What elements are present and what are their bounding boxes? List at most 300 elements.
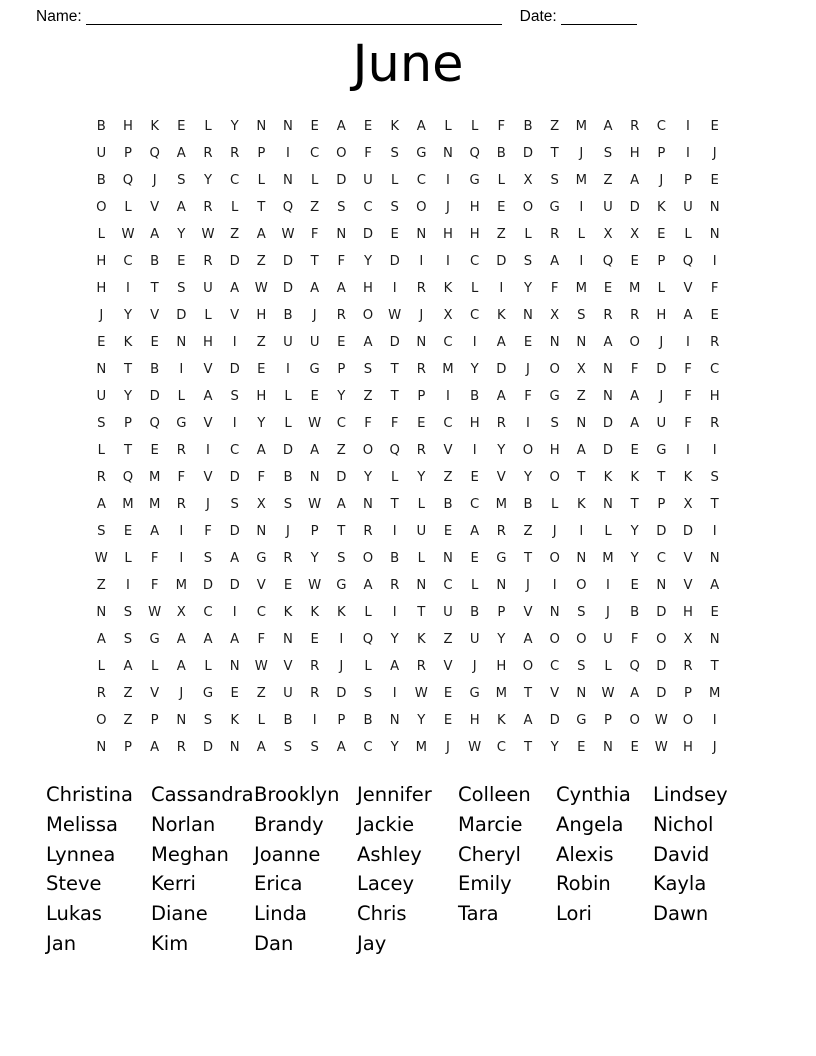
grid-cell[interactable]: A: [230, 551, 240, 566]
grid-cell[interactable]: I: [526, 416, 530, 431]
grid-cell[interactable]: D: [229, 254, 240, 269]
grid-cell[interactable]: W: [201, 227, 215, 242]
grid-cell[interactable]: I: [179, 362, 184, 377]
grid-cell[interactable]: E: [310, 632, 319, 647]
grid-cell[interactable]: X: [176, 605, 186, 620]
grid-cell[interactable]: S: [337, 200, 346, 215]
grid-cell[interactable]: O: [549, 362, 560, 377]
grid-cell[interactable]: A: [96, 497, 106, 512]
grid-cell[interactable]: R: [336, 308, 346, 323]
grid-cell[interactable]: K: [496, 308, 506, 323]
grid-cell[interactable]: M: [442, 362, 454, 377]
grid-cell[interactable]: V: [150, 686, 160, 701]
grid-cell[interactable]: I: [712, 524, 717, 539]
grid-cell[interactable]: H: [256, 389, 267, 404]
grid-cell[interactable]: N: [603, 362, 613, 377]
grid-cell[interactable]: D: [549, 713, 560, 728]
grid-cell[interactable]: C: [230, 443, 240, 458]
grid-cell[interactable]: L: [177, 389, 185, 404]
grid-cell[interactable]: S: [577, 659, 586, 674]
grid-cell[interactable]: L: [577, 227, 585, 242]
grid-cell[interactable]: Y: [470, 362, 479, 377]
grid-cell[interactable]: O: [549, 470, 560, 485]
grid-cell[interactable]: A: [150, 740, 160, 755]
grid-cell[interactable]: W: [388, 308, 402, 323]
grid-cell[interactable]: Z: [443, 470, 453, 485]
grid-cell[interactable]: Y: [630, 524, 639, 539]
name-write-in-line[interactable]: [86, 10, 502, 25]
grid-cell[interactable]: Z: [123, 713, 133, 728]
grid-cell[interactable]: I: [552, 578, 557, 593]
grid-cell[interactable]: U: [363, 173, 373, 188]
grid-cell[interactable]: U: [96, 146, 107, 161]
grid-cell[interactable]: G: [336, 578, 347, 593]
grid-cell[interactable]: B: [283, 713, 293, 728]
grid-cell[interactable]: L: [364, 659, 372, 674]
grid-cell[interactable]: N: [96, 605, 107, 620]
grid-cell[interactable]: T: [390, 389, 399, 404]
grid-cell[interactable]: K: [123, 335, 133, 350]
grid-cell[interactable]: O: [362, 443, 374, 458]
grid-cell[interactable]: V: [523, 605, 533, 620]
grid-cell[interactable]: D: [496, 362, 507, 377]
grid-cell[interactable]: F: [310, 227, 319, 242]
grid-cell[interactable]: L: [524, 227, 532, 242]
grid-cell[interactable]: L: [417, 551, 425, 566]
grid-cell[interactable]: X: [550, 308, 560, 323]
grid-cell[interactable]: M: [495, 686, 508, 701]
grid-cell[interactable]: H: [469, 713, 480, 728]
grid-cell[interactable]: D: [602, 416, 614, 431]
grid-cell[interactable]: R: [176, 740, 186, 755]
grid-cell[interactable]: A: [203, 632, 213, 647]
grid-cell[interactable]: T: [123, 443, 133, 458]
grid-cell[interactable]: C: [230, 173, 240, 188]
word-list-item[interactable]: Nichol: [653, 812, 714, 836]
grid-cell[interactable]: T: [390, 497, 399, 512]
grid-cell[interactable]: R: [550, 227, 560, 242]
word-list-item[interactable]: Alexis: [556, 842, 614, 866]
grid-cell[interactable]: R: [416, 659, 426, 674]
grid-cell[interactable]: S: [577, 605, 586, 620]
grid-cell[interactable]: W: [601, 686, 615, 701]
grid-cell[interactable]: R: [283, 551, 293, 566]
grid-cell[interactable]: L: [204, 659, 212, 674]
grid-cell[interactable]: D: [149, 389, 160, 404]
grid-cell[interactable]: P: [497, 605, 506, 620]
grid-cell[interactable]: S: [177, 173, 186, 188]
grid-cell[interactable]: N: [229, 659, 240, 674]
grid-cell[interactable]: P: [657, 497, 666, 512]
grid-cell[interactable]: Z: [230, 227, 240, 242]
grid-cell[interactable]: H: [443, 227, 453, 242]
grid-cell[interactable]: A: [256, 443, 266, 458]
grid-cell[interactable]: C: [256, 605, 266, 620]
grid-cell[interactable]: L: [550, 497, 559, 512]
grid-cell[interactable]: Z: [363, 389, 373, 404]
grid-cell[interactable]: L: [444, 119, 452, 134]
grid-cell[interactable]: A: [336, 281, 346, 296]
grid-cell[interactable]: E: [417, 416, 426, 431]
grid-cell[interactable]: E: [150, 335, 159, 350]
grid-cell[interactable]: U: [469, 632, 480, 647]
grid-cell[interactable]: A: [496, 389, 506, 404]
grid-cell[interactable]: B: [443, 497, 453, 512]
grid-cell[interactable]: N: [256, 119, 267, 134]
grid-cell[interactable]: R: [96, 470, 106, 485]
grid-cell[interactable]: U: [416, 524, 427, 539]
grid-cell[interactable]: S: [97, 416, 106, 431]
grid-cell[interactable]: T: [550, 146, 559, 161]
grid-cell[interactable]: D: [336, 173, 347, 188]
grid-cell[interactable]: U: [443, 605, 453, 620]
grid-cell[interactable]: M: [175, 578, 188, 593]
word-list-item[interactable]: Dan: [254, 931, 294, 955]
grid-cell[interactable]: S: [230, 389, 239, 404]
grid-cell[interactable]: F: [497, 119, 506, 134]
grid-cell[interactable]: A: [176, 200, 186, 215]
grid-cell[interactable]: T: [577, 470, 586, 485]
grid-cell[interactable]: N: [283, 173, 293, 188]
grid-cell[interactable]: M: [602, 551, 614, 566]
grid-cell[interactable]: F: [257, 470, 266, 485]
grid-cell[interactable]: T: [310, 254, 319, 269]
grid-cell[interactable]: D: [656, 362, 667, 377]
grid-cell[interactable]: X: [576, 362, 586, 377]
grid-cell[interactable]: Q: [629, 659, 640, 674]
grid-cell[interactable]: T: [150, 281, 159, 296]
grid-cell[interactable]: D: [522, 146, 534, 161]
word-list-item[interactable]: Meghan: [151, 842, 229, 866]
grid-cell[interactable]: F: [364, 416, 372, 431]
grid-cell[interactable]: G: [149, 632, 160, 647]
grid-cell[interactable]: F: [364, 146, 372, 161]
grid-cell[interactable]: F: [337, 254, 346, 269]
grid-cell[interactable]: G: [656, 443, 667, 458]
grid-cell[interactable]: H: [123, 119, 133, 134]
grid-cell[interactable]: L: [390, 470, 399, 485]
grid-cell[interactable]: F: [257, 632, 266, 647]
grid-cell[interactable]: T: [123, 362, 133, 377]
grid-cell[interactable]: O: [656, 632, 667, 647]
grid-cell[interactable]: V: [150, 308, 160, 323]
grid-cell[interactable]: C: [363, 200, 373, 215]
grid-cell[interactable]: D: [629, 200, 640, 215]
grid-cell[interactable]: M: [415, 740, 428, 755]
grid-cell[interactable]: I: [179, 524, 184, 539]
grid-cell[interactable]: K: [310, 605, 319, 620]
grid-cell[interactable]: A: [336, 119, 346, 134]
grid-cell[interactable]: P: [310, 524, 319, 539]
grid-cell[interactable]: N: [176, 335, 187, 350]
grid-cell[interactable]: Y: [417, 470, 426, 485]
grid-cell[interactable]: T: [523, 551, 533, 566]
grid-cell[interactable]: A: [256, 740, 266, 755]
grid-cell[interactable]: L: [257, 173, 265, 188]
grid-cell[interactable]: C: [470, 254, 480, 269]
grid-cell[interactable]: T: [630, 497, 639, 512]
grid-cell[interactable]: L: [390, 173, 399, 188]
grid-cell[interactable]: B: [96, 119, 106, 134]
grid-cell[interactable]: D: [282, 443, 294, 458]
grid-cell[interactable]: F: [150, 551, 159, 566]
grid-cell[interactable]: E: [390, 227, 399, 242]
word-list-item[interactable]: Diane: [151, 902, 208, 926]
grid-cell[interactable]: I: [712, 443, 717, 458]
grid-cell[interactable]: P: [337, 362, 346, 377]
word-list-item[interactable]: Jay: [357, 931, 387, 955]
grid-cell[interactable]: S: [123, 605, 133, 620]
word-list-item[interactable]: Lynnea: [46, 842, 116, 866]
grid-cell[interactable]: I: [286, 146, 290, 161]
grid-cell[interactable]: U: [683, 200, 693, 215]
grid-cell[interactable]: W: [308, 497, 322, 512]
word-list-item[interactable]: Chris: [357, 902, 407, 926]
word-list-item[interactable]: Robin: [556, 872, 611, 896]
grid-cell[interactable]: U: [603, 632, 613, 647]
grid-cell[interactable]: E: [603, 281, 613, 296]
grid-cell[interactable]: D: [389, 335, 400, 350]
grid-cell[interactable]: B: [150, 362, 160, 377]
grid-cell[interactable]: A: [176, 146, 186, 161]
grid-cell[interactable]: C: [416, 173, 426, 188]
grid-cell[interactable]: C: [470, 308, 480, 323]
grid-cell[interactable]: N: [309, 470, 320, 485]
grid-cell[interactable]: H: [683, 740, 693, 755]
grid-cell[interactable]: N: [656, 578, 667, 593]
grid-cell[interactable]: K: [443, 281, 453, 296]
grid-cell[interactable]: B: [150, 254, 160, 269]
grid-cell[interactable]: Z: [576, 389, 586, 404]
grid-cell[interactable]: I: [579, 254, 584, 269]
grid-cell[interactable]: K: [496, 713, 506, 728]
grid-cell[interactable]: I: [206, 443, 210, 458]
grid-cell[interactable]: N: [576, 416, 587, 431]
grid-cell[interactable]: L: [604, 524, 612, 539]
grid-cell[interactable]: O: [549, 551, 560, 566]
grid-cell[interactable]: A: [603, 119, 613, 134]
grid-cell[interactable]: L: [97, 659, 105, 674]
grid-cell[interactable]: N: [176, 713, 187, 728]
grid-cell[interactable]: L: [310, 173, 319, 188]
grid-cell[interactable]: A: [363, 335, 373, 350]
grid-cell[interactable]: R: [96, 686, 106, 701]
date-write-in-line[interactable]: [561, 10, 637, 25]
grid-cell[interactable]: K: [283, 605, 293, 620]
grid-cell[interactable]: Y: [337, 389, 346, 404]
grid-cell[interactable]: I: [446, 173, 450, 188]
grid-cell[interactable]: N: [443, 146, 453, 161]
grid-cell[interactable]: G: [549, 389, 560, 404]
grid-cell[interactable]: Q: [149, 146, 160, 161]
grid-cell[interactable]: P: [657, 254, 666, 269]
grid-cell[interactable]: U: [96, 389, 107, 404]
grid-cell[interactable]: C: [656, 551, 666, 566]
grid-cell[interactable]: Z: [523, 524, 533, 539]
grid-cell[interactable]: A: [630, 686, 640, 701]
grid-cell[interactable]: W: [148, 605, 162, 620]
grid-cell[interactable]: I: [712, 254, 717, 269]
grid-cell[interactable]: A: [523, 713, 533, 728]
grid-cell[interactable]: F: [550, 281, 559, 296]
grid-cell[interactable]: B: [523, 119, 533, 134]
grid-cell[interactable]: L: [204, 308, 212, 323]
grid-cell[interactable]: Y: [123, 308, 133, 323]
grid-cell[interactable]: Z: [96, 578, 106, 593]
grid-cell[interactable]: Z: [443, 632, 453, 647]
grid-cell[interactable]: K: [150, 119, 159, 134]
grid-cell[interactable]: E: [630, 578, 639, 593]
grid-cell[interactable]: R: [203, 200, 213, 215]
grid-cell[interactable]: P: [124, 740, 132, 755]
grid-cell[interactable]: Y: [550, 740, 559, 755]
grid-cell[interactable]: O: [549, 632, 560, 647]
grid-cell[interactable]: N: [96, 740, 107, 755]
grid-cell[interactable]: E: [257, 362, 266, 377]
grid-cell[interactable]: E: [123, 524, 133, 539]
grid-cell[interactable]: Y: [257, 416, 266, 431]
word-list-item[interactable]: Kim: [151, 931, 189, 955]
grid-cell[interactable]: N: [229, 740, 240, 755]
grid-cell[interactable]: X: [683, 497, 693, 512]
grid-cell[interactable]: D: [362, 227, 374, 242]
grid-cell[interactable]: H: [96, 254, 107, 269]
grid-cell[interactable]: D: [282, 254, 294, 269]
grid-cell[interactable]: D: [229, 362, 240, 377]
grid-cell[interactable]: Y: [523, 281, 533, 296]
grid-cell[interactable]: H: [629, 146, 640, 161]
grid-cell[interactable]: A: [470, 524, 480, 539]
grid-cell[interactable]: I: [232, 335, 237, 350]
grid-cell[interactable]: L: [364, 605, 372, 620]
grid-cell[interactable]: F: [630, 632, 639, 647]
grid-cell[interactable]: J: [339, 659, 344, 674]
grid-cell[interactable]: I: [286, 362, 290, 377]
grid-cell[interactable]: Y: [523, 470, 533, 485]
grid-cell[interactable]: I: [686, 443, 690, 458]
grid-cell[interactable]: G: [496, 551, 507, 566]
grid-cell[interactable]: R: [230, 146, 240, 161]
word-list-item[interactable]: Angela: [556, 812, 624, 836]
grid-cell[interactable]: N: [336, 227, 347, 242]
word-list-item[interactable]: Lacey: [357, 872, 415, 896]
grid-cell[interactable]: T: [417, 605, 426, 620]
grid-cell[interactable]: F: [630, 362, 639, 377]
grid-cell[interactable]: Y: [123, 389, 133, 404]
grid-cell[interactable]: D: [682, 524, 694, 539]
grid-cell[interactable]: N: [576, 551, 587, 566]
grid-cell[interactable]: Y: [177, 227, 186, 242]
grid-cell[interactable]: S: [97, 524, 106, 539]
grid-cell[interactable]: Y: [363, 254, 373, 269]
grid-cell[interactable]: Q: [469, 146, 480, 161]
grid-cell[interactable]: O: [362, 551, 374, 566]
grid-cell[interactable]: G: [416, 146, 427, 161]
grid-cell[interactable]: I: [606, 578, 610, 593]
grid-cell[interactable]: O: [336, 146, 347, 161]
grid-cell[interactable]: Y: [497, 443, 506, 458]
grid-cell[interactable]: L: [230, 200, 239, 215]
grid-cell[interactable]: Z: [550, 119, 560, 134]
grid-cell[interactable]: E: [470, 551, 479, 566]
grid-cell[interactable]: R: [630, 308, 640, 323]
grid-cell[interactable]: A: [390, 659, 400, 674]
grid-cell[interactable]: F: [177, 470, 186, 485]
grid-cell[interactable]: Q: [602, 254, 614, 269]
grid-cell[interactable]: R: [710, 335, 720, 350]
grid-cell[interactable]: C: [123, 254, 133, 269]
grid-cell[interactable]: G: [202, 686, 214, 701]
grid-cell[interactable]: I: [472, 443, 477, 458]
grid-cell[interactable]: A: [496, 335, 506, 350]
grid-cell[interactable]: D: [176, 308, 187, 323]
grid-cell[interactable]: H: [256, 308, 267, 323]
grid-cell[interactable]: E: [710, 605, 719, 620]
grid-cell[interactable]: J: [526, 362, 530, 377]
word-list-item[interactable]: Jackie: [357, 812, 415, 836]
grid-cell[interactable]: L: [124, 551, 132, 566]
grid-cell[interactable]: M: [148, 470, 161, 485]
grid-cell[interactable]: D: [656, 605, 667, 620]
grid-cell[interactable]: I: [392, 686, 397, 701]
grid-cell[interactable]: N: [549, 335, 560, 350]
grid-cell[interactable]: E: [337, 335, 346, 350]
grid-cell[interactable]: L: [417, 497, 425, 512]
grid-cell[interactable]: V: [230, 308, 240, 323]
grid-cell[interactable]: S: [283, 497, 293, 512]
grid-cell[interactable]: U: [283, 686, 293, 701]
grid-cell[interactable]: E: [630, 254, 639, 269]
grid-cell[interactable]: H: [203, 335, 213, 350]
grid-cell[interactable]: J: [579, 146, 584, 161]
grid-cell[interactable]: K: [683, 470, 693, 485]
grid-cell[interactable]: W: [254, 659, 268, 674]
grid-cell[interactable]: J: [472, 659, 477, 674]
grid-cell[interactable]: A: [603, 335, 613, 350]
word-list-item[interactable]: Cynthia: [556, 783, 631, 806]
grid-cell[interactable]: O: [416, 200, 427, 215]
grid-cell[interactable]: E: [710, 173, 719, 188]
grid-cell[interactable]: I: [446, 389, 450, 404]
grid-cell[interactable]: L: [97, 443, 105, 458]
grid-cell[interactable]: D: [656, 686, 667, 701]
grid-cell[interactable]: U: [203, 281, 213, 296]
grid-cell[interactable]: P: [417, 389, 426, 404]
grid-cell[interactable]: W: [281, 227, 295, 242]
grid-cell[interactable]: G: [256, 551, 267, 566]
grid-cell[interactable]: Y: [310, 551, 319, 566]
grid-cell[interactable]: D: [336, 470, 347, 485]
grid-cell[interactable]: C: [363, 740, 373, 755]
grid-cell[interactable]: K: [656, 200, 666, 215]
grid-cell[interactable]: Q: [682, 254, 694, 269]
grid-cell[interactable]: B: [523, 497, 533, 512]
grid-cell[interactable]: E: [710, 119, 719, 134]
grid-cell[interactable]: J: [659, 389, 664, 404]
grid-cell[interactable]: A: [230, 281, 240, 296]
grid-cell[interactable]: Y: [497, 632, 506, 647]
word-list-item[interactable]: Emily: [458, 872, 512, 896]
grid-cell[interactable]: L: [684, 227, 692, 242]
grid-cell[interactable]: D: [389, 254, 400, 269]
grid-cell[interactable]: H: [683, 605, 693, 620]
grid-cell[interactable]: O: [96, 200, 107, 215]
grid-cell[interactable]: O: [576, 632, 587, 647]
grid-cell[interactable]: L: [257, 713, 265, 728]
grid-cell[interactable]: N: [283, 632, 293, 647]
grid-cell[interactable]: A: [310, 443, 320, 458]
grid-cell[interactable]: O: [96, 713, 107, 728]
